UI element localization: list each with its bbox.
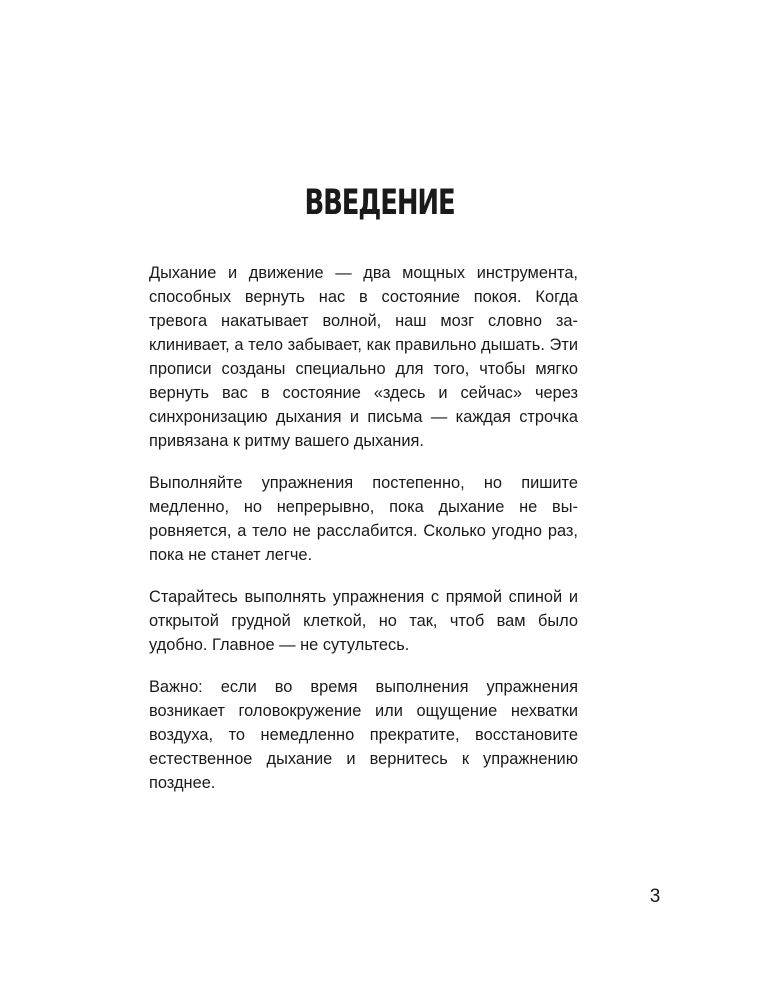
paragraph-instructions: Выполняйте упражнения постепенно, но пишите медленно, но непрерывно, пока дыхание не выровняется, а тело не расслабится. Сколько угодно раз, пока не станет легче.: [149, 474, 578, 564]
page-title: ВВЕДЕНИЕ: [304, 183, 455, 223]
paragraph-intro: Дыхание и движение — два мощных инструмента, способных вернуть нас в состояние покоя. Когда тревога накатывает волной, наш мозг словно заклинивает, а тело забывает, как правильно дышать. Эти прописи созданы специально для того, чтобы мягко вернуть вас в состояние «здесь и сейчас» через синхронизацию дыхания и письма — каждая строчка привязана к ритму вашего дыхания.: [149, 264, 578, 450]
body-text: [149, 261, 578, 813]
paragraph-warning: Важно: если во время выполнения упражнения возникает головокружение или ощущение нехватки воздуха, то немедленно прекратите, восстановите естественное дыхание и вернитесь к упражнению позднее.: [149, 678, 578, 792]
page-number: 3: [649, 886, 661, 907]
paragraph-posture: Старайтесь выполнять упражнения с прямой спиной и открытой грудной клеткой, но так, чтоб вам было удобно. Главное — не сутультесь.: [149, 588, 578, 654]
